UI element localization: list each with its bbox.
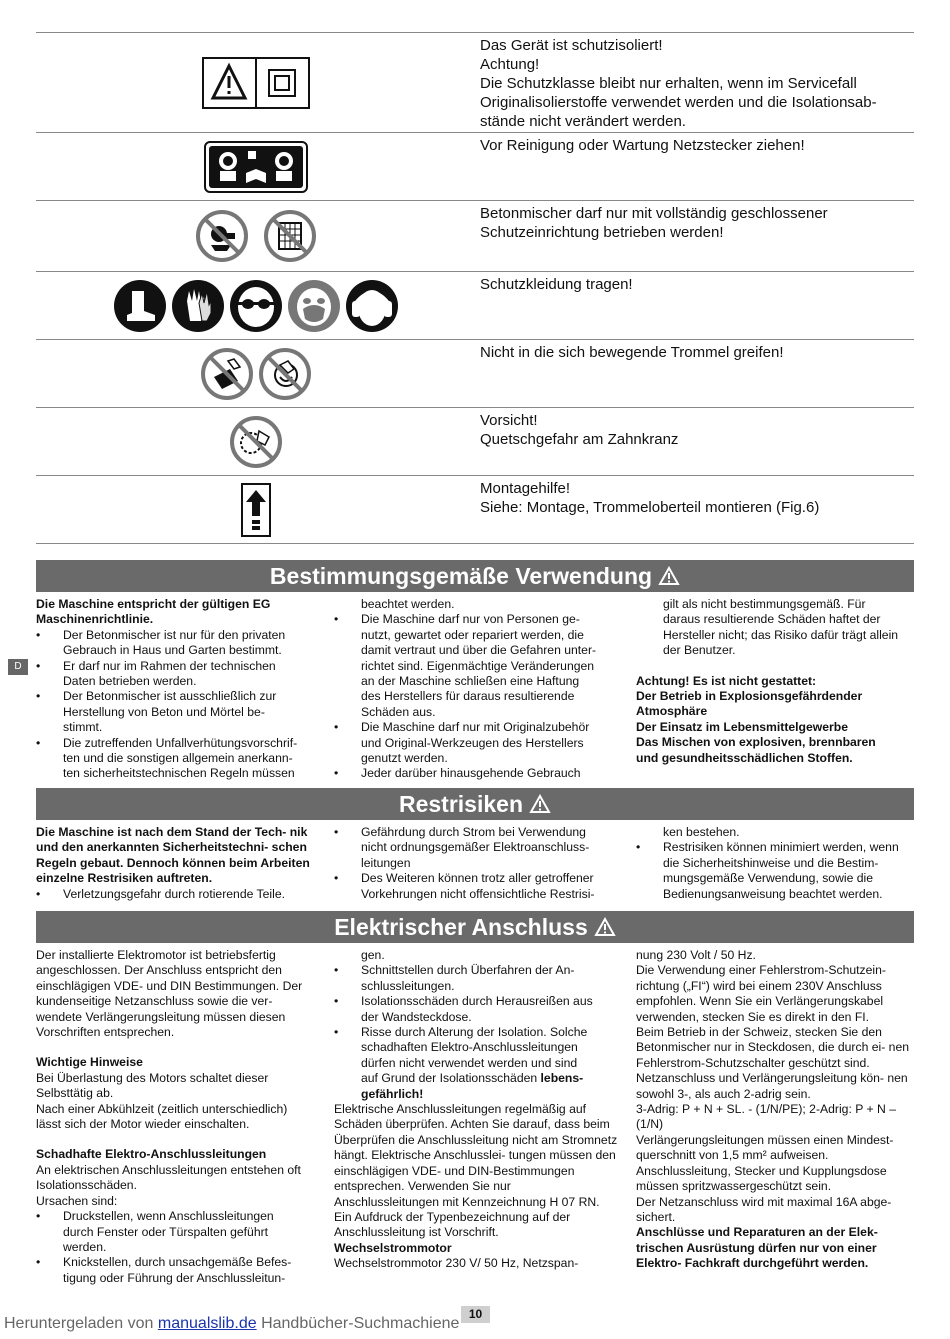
symbol-text-line: Originalisolierstoffe verwendet werden und die Isolationsab- [480, 94, 877, 111]
list-item: • Die zutreffenden Unfallverhütungsvorschrif- ten und die sonstigen allgemein anerkann- ten sicherheitstechnischen Regeln müssen [36, 736, 312, 782]
text-column [636, 825, 914, 902]
electric-columns [36, 948, 914, 1286]
risks-columns [36, 825, 914, 902]
goggles-icon [229, 279, 283, 333]
symbol-text [476, 133, 914, 200]
list-item: • Er darf nur im Rahmen der technischen Daten betrieben werden. [36, 659, 312, 690]
symbol-row [36, 33, 914, 133]
symbol-text-line: Vor Reinigung oder Wartung Netzstecker ziehen! [480, 137, 805, 154]
symbol-text-line: Siehe: Montage, Trommeloberteil montieren (Fig.6) [480, 499, 820, 516]
list-item: • Die Maschine darf nur von Personen ge- nutzt, gewartet oder repariert werden, die damit vertraut und über die Gefahren unter- richtet sind. Eigenmächtige Veränderungen an der Maschine schließen eine Haftung des Herstellers für daraus resultierende Schäden aus. [334, 612, 618, 720]
symbol-text [476, 33, 914, 132]
text-column [36, 825, 312, 902]
lift-arrow-icon [240, 482, 272, 538]
symbol-row [36, 340, 914, 408]
paragraph: Anschlussleitung, Stecker und Kupplungsdose müssen spritzwassergeschützt sein. [636, 1163, 887, 1194]
footer-suffix: Handbücher-Suchmachiene [256, 1315, 460, 1332]
symbol-row [36, 476, 914, 544]
list-item: • Risse durch Alterung der Isolation. Solche schadhaften Elektro-Anschlussleitungen dürfen nicht verwendet werden und sind auf Grund der Isolationsschäden lebens- gefährlich! [334, 1025, 618, 1102]
no-open-grid-icon [263, 209, 317, 263]
warning-icon [658, 566, 680, 586]
paragraph: 3-Adrig: P + N + SL. - (1/N/PE); 2-Adrig: P + N – (1/N) [636, 1102, 896, 1132]
subheading: Wechselstrommotor [334, 1240, 452, 1255]
symbol-text [476, 476, 914, 543]
list-item: • Die Maschine darf nur mit Originalzubehör und Original-Werkzeugen des Herstellers genutzt werden. [334, 720, 618, 766]
subheading: Wichtige Hinweise [36, 1055, 143, 1070]
symbol-text [476, 340, 914, 407]
paragraph: Wechselstrommotor 230 V/ 50 Hz, Netzspan- [334, 1256, 579, 1271]
footer-prefix: Heruntergeladen von [4, 1315, 158, 1332]
symbol-text-line: Betonmischer darf nur mit vollständig geschlossener [480, 205, 828, 222]
symbol-text [476, 272, 914, 339]
paragraph: Die Maschine ist nach dem Stand der Tech- nik und den anerkannten Sicherheitstechni- schen Regeln gebaut. Dennoch können beim Arbeiten einzelne Restrisiken auftreten. [36, 825, 310, 886]
symbol-text-line: Die Schutzklasse bleibt nur erhalten, wenn im Servicefall [480, 75, 857, 92]
paragraph: gilt als nicht bestimmungsgemäß. Für daraus resultierende Schäden haftet der Hersteller nicht; das Risiko dafür trägt allein der Benutzer. [663, 597, 899, 658]
list-item: • Gefährdung durch Strom bei Verwendung nicht ordnungsgemäßer Elektroanschluss- leitungen [334, 825, 618, 871]
symbol-row [36, 408, 914, 476]
list-item: • Verletzungsgefahr durch rotierende Teile. [36, 887, 312, 902]
section-header-usage [36, 560, 914, 592]
section-header-electric [36, 911, 914, 943]
no-open-guard-icon [195, 209, 249, 263]
text-column [36, 597, 312, 782]
symbol-text-line: Achtung! [480, 56, 540, 73]
symbol-row [36, 201, 914, 272]
section-title: Bestimmungsgemäße Verwendung [269, 563, 653, 589]
text-column [636, 597, 914, 782]
section-title: Elektrischer Anschluss [334, 914, 588, 940]
paragraph: Nach einer Abkühlzeit (zeitlich unterschiedlich) lässt sich der Motor wieder einschalten. [36, 1101, 288, 1132]
manualslib-link[interactable]: manualslib.de [157, 1315, 257, 1332]
symbol-text-line: Schutzkleidung tragen! [480, 276, 633, 293]
safety-boots-icon [113, 279, 167, 333]
section-header-risks [36, 788, 914, 820]
symbol-text-line: Schutzeinrichtung betrieben werden! [480, 224, 724, 241]
symbol-text [476, 201, 914, 271]
list-item: • Der Betonmischer ist ausschließlich zur Herstellung von Beton und Mörtel be- stimmt. [36, 689, 312, 735]
paragraph: Ein Aufdruck der Typenbezeichnung auf der Anschlussleitung ist Vorschrift. [334, 1209, 571, 1240]
paragraph: beachtet werden. [361, 597, 455, 611]
symbol-icons [36, 408, 476, 475]
paragraph: Anschlüsse und Reparaturen an der Elek- trischen Ausrüstung dürfen nur von einer Elektro- Fachkraft durchgeführt werden. [636, 1225, 878, 1271]
list-item: • Jeder darüber hinausgehende Gebrauch [334, 766, 618, 781]
warning-icon [529, 794, 551, 814]
gloves-icon [171, 279, 225, 333]
symbol-text-line: Nicht in die sich bewegende Trommel greifen! [480, 344, 784, 361]
section-title: Restrisiken [398, 791, 523, 817]
list-item: • Knickstellen, durch unsachgemäße Befes- tigung oder Führung der Anschlussleitun- [36, 1255, 312, 1286]
symbol-row [36, 133, 914, 201]
no-reach-in-icon [258, 347, 312, 401]
list-item: • Des Weiteren können trotz aller getroffener Vorkehrungen nicht offensichtliche Restrisi- [334, 871, 618, 902]
symbol-icons [36, 476, 476, 543]
usage-columns [36, 597, 914, 782]
text-column [334, 948, 618, 1286]
page-number: 10 [461, 1306, 490, 1323]
symbol-row [36, 272, 914, 340]
symbol-text-line: Montagehilfe! [480, 480, 571, 497]
no-hand-in-drum-icon [200, 347, 254, 401]
symbol-text [476, 408, 914, 475]
symbol-text-line: Quetschgefahr am Zahnkranz [480, 431, 679, 448]
crush-hazard-gear-icon [229, 415, 283, 469]
paragraph: Netzanschluss und Verlängerungsleitung kön- nen sowohl 3-, als auch 2-adrig sein. [636, 1071, 908, 1101]
paragraph: nung 230 Volt / 50 Hz. [636, 948, 756, 962]
dust-mask-icon [287, 279, 341, 333]
symbol-text-line: Vorsicht! [480, 412, 538, 429]
text-column [636, 948, 914, 1286]
paragraph: An elektrischen Anschlussleitungen entstehen oft Isolationsschäden. [36, 1162, 301, 1193]
paragraph: Verlängerungsleitungen müssen einen Mindest- querschnitt von 1,5 mm² aufweisen. [636, 1132, 894, 1163]
list-item: • Isolationsschäden durch Herausreißen aus der Wandsteckdose. [334, 994, 618, 1025]
paragraph: Elektrische Anschlussleitungen regelmäßig auf Schäden überprüfen. Achten Sie darauf, dass beim Überprüfen die Anschlussleitung nicht am Stromnetz hängt. Elektrische Anschlusslei- tungen müssen den einschlägigen VDE- und DIN-Bestimmungen entsprechen. Verwenden Sie nur Anschlussleitungen mit Kennzeichnung H 07 RN. [334, 1102, 618, 1209]
symbol-icons [36, 201, 476, 271]
symbol-text-line: Das Gerät ist schutzisoliert! [480, 37, 663, 54]
ear-protection-icon [345, 279, 399, 333]
list-item: • Der Betonmischer ist nur für den privaten Gebrauch in Haus und Garten bestimmt. [36, 628, 312, 659]
text-column [334, 597, 618, 782]
list-item: • Restrisiken können minimiert werden, wenn die Sicherheitshinweise und die Bestim- mungsgemäße Verwendung, sowie die Bedienungsanweisung beachtet werden. [636, 840, 914, 902]
text-column [334, 825, 618, 902]
paragraph: Ursachen sind: [36, 1193, 118, 1208]
language-tab: D [8, 659, 28, 675]
paragraph: Der installierte Elektromotor ist betriebsfertig angeschlossen. Der Anschluss entspricht den einschlägigen VDE- und DIN Bestimmungen. Der kundenseitige Netzanschluss sowie die ver- wendete Verlängerungsleitung müssen diesen Vorschriften entsprechen. [36, 948, 303, 1040]
paragraph: Achtung! Es ist nicht gestattet: Der Betrieb in Explosionsgefährdender Atmosphäre Der Einsatz im Lebensmittelgewerbe Das Mischen von explosiven, brennbaren und gesundheitsschädlichen Stoffen. [636, 673, 876, 765]
paragraph: ken bestehen. [663, 825, 740, 839]
list-item: • Schnittstellen durch Überfahren der An- schlussleitungen. [334, 963, 618, 994]
text-column [36, 948, 312, 1286]
subheading: Schadhafte Elektro-Anschlussleitungen [36, 1147, 267, 1162]
list-item: • Druckstellen, wenn Anschlussleitungen durch Fenster oder Türspalten geführt werden. [36, 1209, 312, 1255]
symbol-icons [36, 340, 476, 407]
unplug-before-service-icon [204, 141, 308, 193]
warning-icon [594, 917, 616, 937]
download-source [4, 1315, 459, 1333]
paragraph: Der Netzanschluss wird mit maximal 16A abge- sichert. [636, 1194, 892, 1224]
symbol-icons [36, 272, 476, 339]
paragraph: Die Maschine entspricht der gültigen EG Maschinenrichtlinie. [36, 597, 271, 627]
paragraph: Die Verwendung einer Fehlerstrom-Schutzein- richtung („FI“) wird bei einem 230V Anschluss empfohlen. Wenn Sie ein Verlängerungskabel verwenden, stecken Sie es direkt in den FI. [636, 963, 886, 1024]
symbol-text-line: stände nicht verändert werden. [480, 113, 686, 130]
double-insulation-icon [201, 56, 311, 110]
symbol-icons [36, 133, 476, 200]
symbol-icons [36, 33, 476, 132]
paragraph: gen. [361, 948, 385, 962]
paragraph: Bei Überlastung des Motors schaltet dieser Selbsttätig ab. [36, 1070, 269, 1101]
safety-symbols-table [36, 32, 914, 544]
paragraph: Beim Betrieb in der Schweiz, stecken Sie den Betonmischer nur in Steckdosen, die durch ei- nen Fehlerstrom-Schutzschalter geschützt sind. [636, 1025, 910, 1070]
